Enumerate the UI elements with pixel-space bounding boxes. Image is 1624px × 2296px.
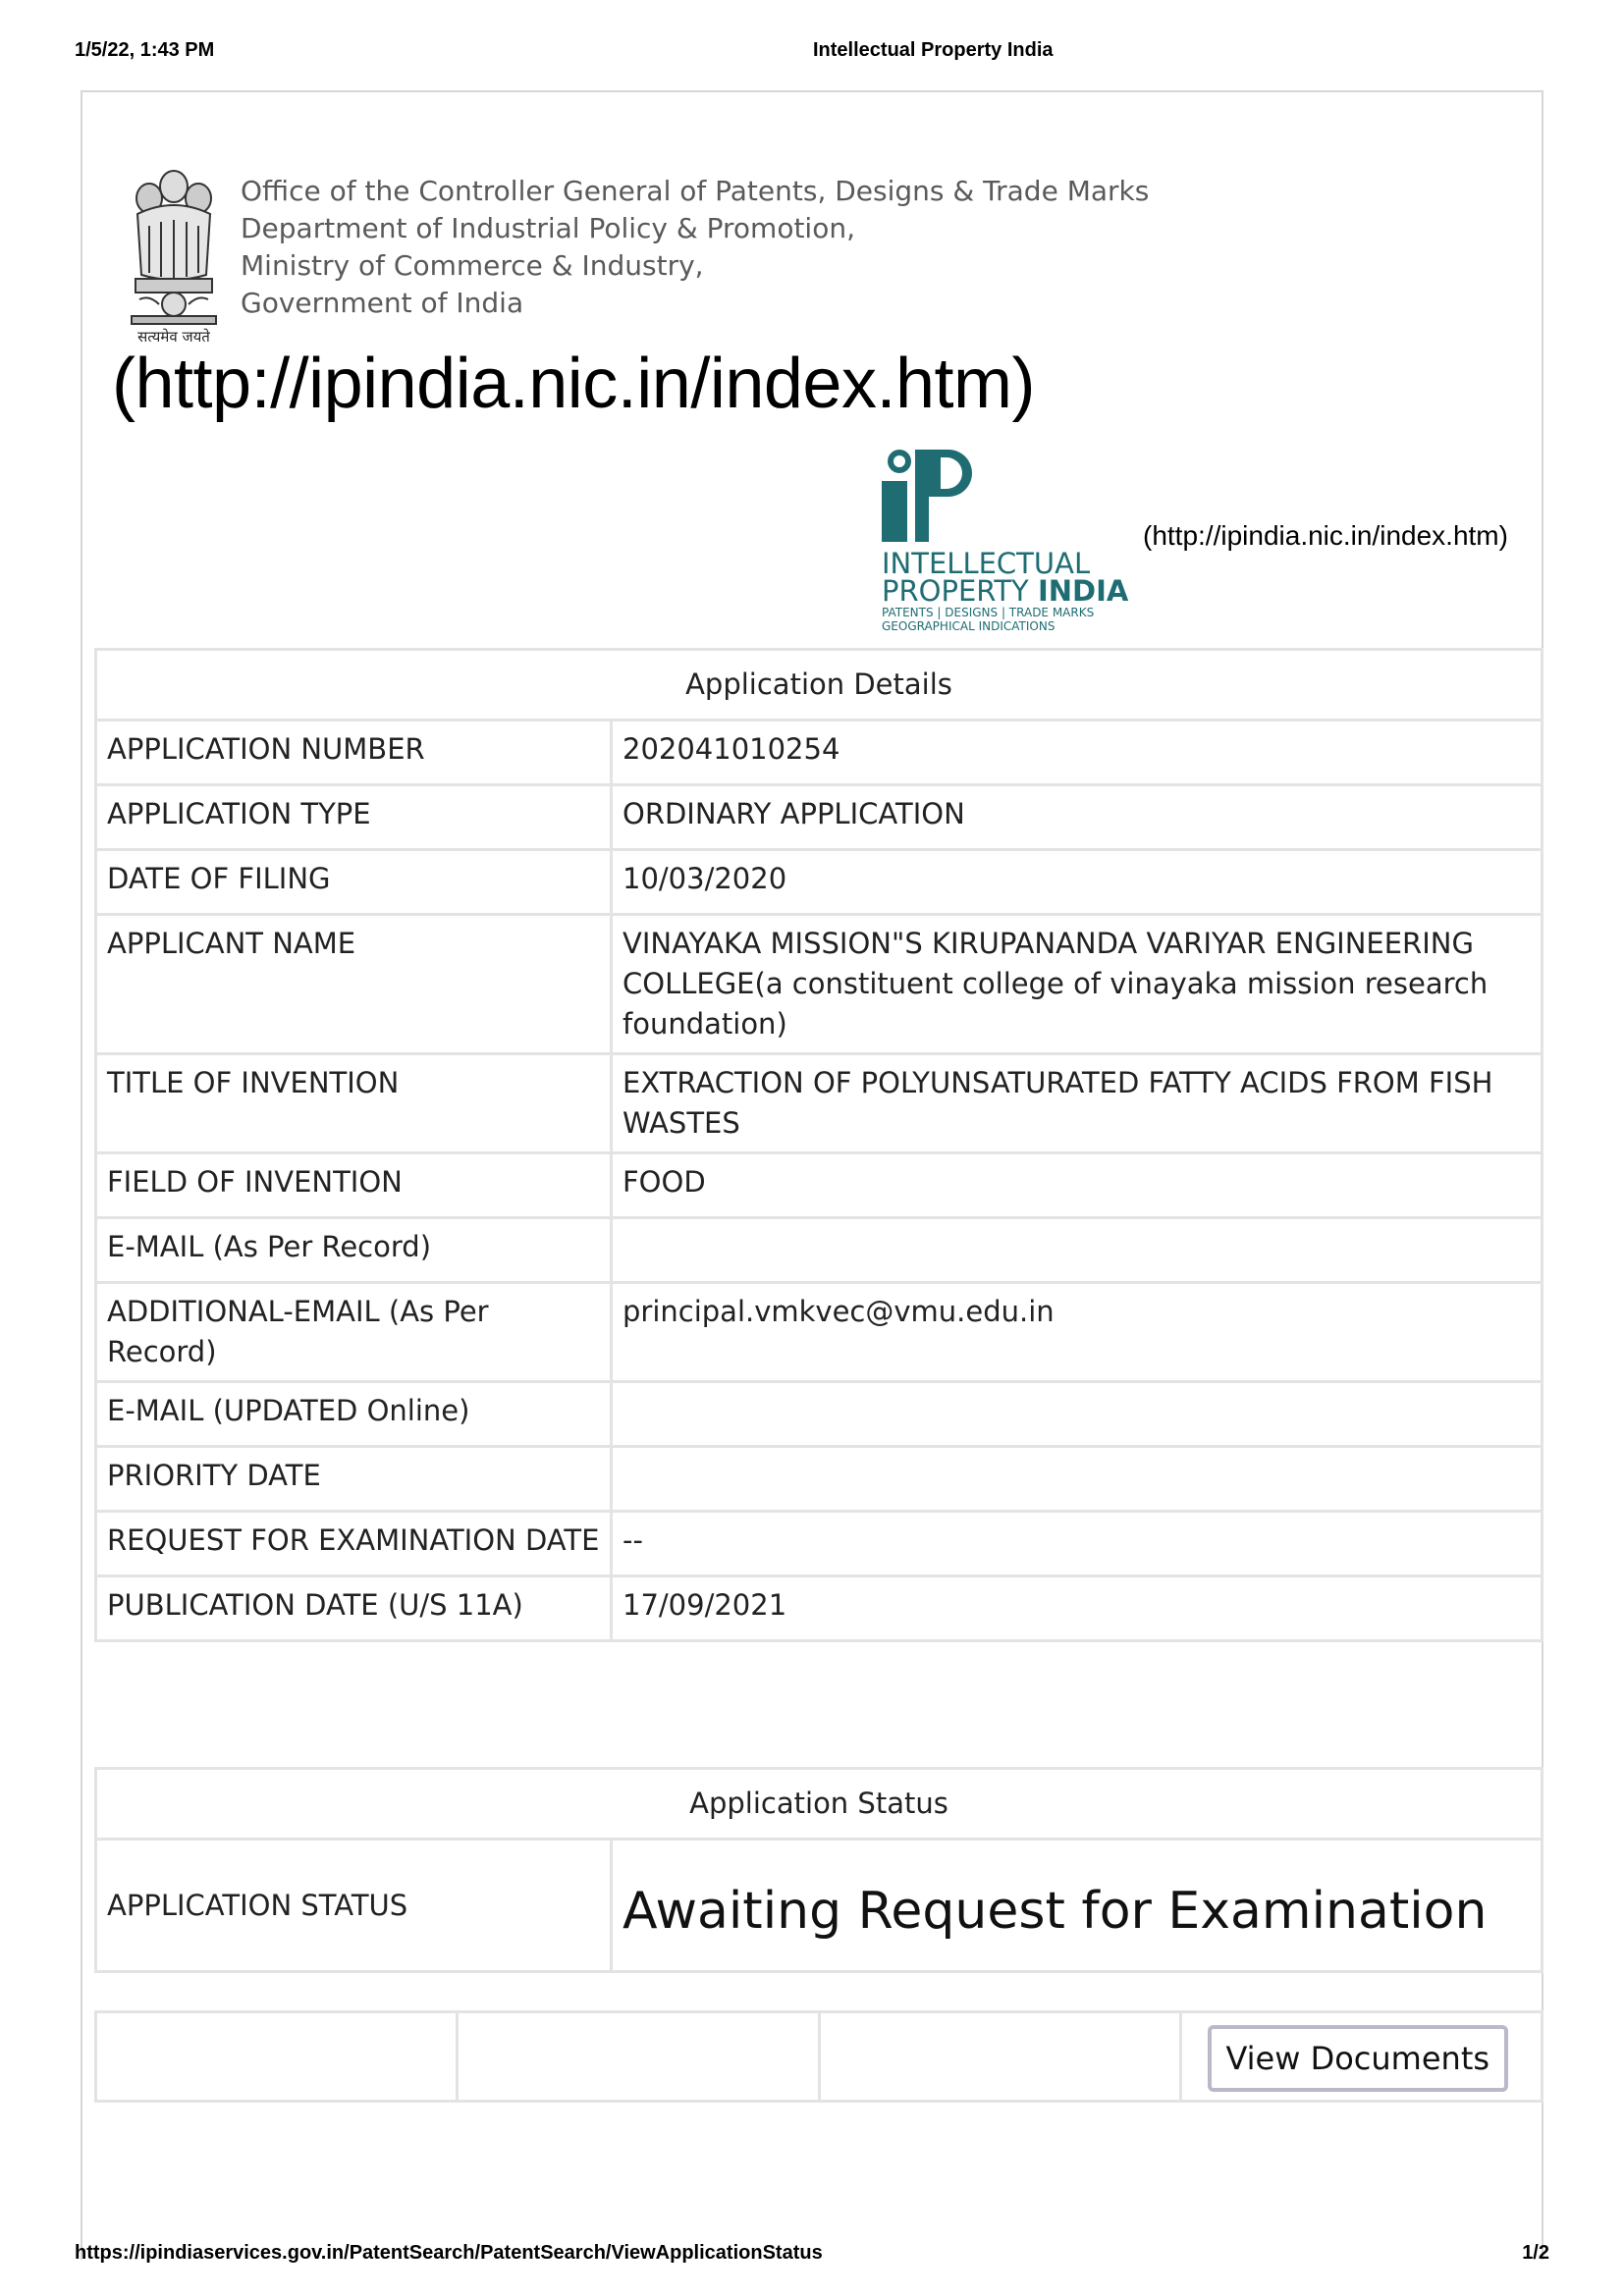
row-value: 17/09/2021 <box>612 1576 1543 1641</box>
table-row <box>96 1512 1543 1576</box>
logo-text-line3: PATENTS | DESIGNS | TRADE MARKS <box>882 606 1095 619</box>
table-row <box>96 1382 1543 1447</box>
button-cell <box>1180 2012 1542 2102</box>
view-documents-button[interactable]: View Documents <box>1208 2025 1508 2092</box>
row-label: FIELD OF INVENTION <box>96 1153 612 1218</box>
application-status-table <box>94 1767 1543 1973</box>
office-line-3: Ministry of Commerce & Industry, <box>241 249 704 282</box>
row-label: APPLICATION NUMBER <box>96 721 612 785</box>
print-footer <box>75 2242 1549 2269</box>
table-row <box>96 1218 1543 1283</box>
row-value: EXTRACTION OF POLYUNSATURATED FATTY ACIDS FROM FISH WASTES <box>612 1054 1543 1153</box>
intellectual-property-india-logo[interactable] <box>880 444 1137 632</box>
status-label: APPLICATION STATUS <box>96 1840 612 1972</box>
row-value: principal.vmkvec@vmu.edu.in <box>612 1283 1543 1382</box>
office-line-1: Office of the Controller General of Patents, Designs & Trade Marks <box>241 175 1150 207</box>
row-value: FOOD <box>612 1153 1543 1218</box>
row-label: REQUEST FOR EXAMINATION DATE <box>96 1512 612 1576</box>
print-page-number: 1/2 <box>1522 2242 1549 2264</box>
row-label: APPLICANT NAME <box>96 915 612 1054</box>
row-value <box>612 1382 1543 1447</box>
row-value <box>612 1447 1543 1512</box>
table-row <box>96 1840 1543 1972</box>
row-value: ORDINARY APPLICATION <box>612 785 1543 850</box>
office-lines <box>241 173 1149 322</box>
table-row <box>96 1054 1543 1153</box>
print-footer-url: https://ipindiaservices.gov.in/PatentSearch/PatentSearch/ViewApplicationStatus <box>75 2242 823 2264</box>
table-row <box>96 785 1543 850</box>
application-status-caption: Application Status <box>96 1769 1543 1840</box>
table-row <box>96 850 1543 915</box>
ipindia-home-link-large[interactable]: (http://ipindia.nic.in/index.htm) <box>112 345 1035 423</box>
row-value: 202041010254 <box>612 721 1543 785</box>
row-value: VINAYAKA MISSION"S KIRUPANANDA VARIYAR ENGINEERING COLLEGE(a constituent college of vinayaka mission research foundation) <box>612 915 1543 1054</box>
row-label: TITLE OF INVENTION <box>96 1054 612 1153</box>
row-label: E-MAIL (As Per Record) <box>96 1218 612 1283</box>
status-value: Awaiting Request for Examination <box>612 1840 1543 1972</box>
print-header <box>75 39 1549 67</box>
emblem-motto: सत्यमेव जयते <box>137 328 210 346</box>
logo-text-line1: INTELLECTUAL <box>882 547 1091 580</box>
row-label: APPLICATION TYPE <box>96 785 612 850</box>
application-details-table <box>94 648 1543 1642</box>
documents-action-row <box>94 2010 1543 2103</box>
row-value <box>612 1218 1543 1283</box>
office-line-4: Government of India <box>241 287 524 319</box>
print-datetime: 1/5/22, 1:43 PM <box>75 39 215 61</box>
row-label: ADDITIONAL-EMAIL (As Per Record) <box>96 1283 612 1382</box>
national-emblem-icon <box>120 157 228 346</box>
row-label: PRIORITY DATE <box>96 1447 612 1512</box>
table-row <box>96 1283 1543 1382</box>
row-value: 10/03/2020 <box>612 850 1543 915</box>
ipindia-home-link-small[interactable]: (http://ipindia.nic.in/index.htm) <box>1143 520 1508 551</box>
empty-cell <box>96 2012 458 2102</box>
row-label: PUBLICATION DATE (U/S 11A) <box>96 1576 612 1641</box>
print-page-title: Intellectual Property India <box>813 39 1054 61</box>
table-row <box>96 1153 1543 1218</box>
table-row <box>96 1447 1543 1512</box>
empty-cell <box>458 2012 819 2102</box>
table-row <box>96 721 1543 785</box>
row-label: DATE OF FILING <box>96 850 612 915</box>
table-row <box>96 915 1543 1054</box>
row-label: E-MAIL (UPDATED Online) <box>96 1382 612 1447</box>
table-row <box>96 1576 1543 1641</box>
row-value: -- <box>612 1512 1543 1576</box>
office-line-2: Department of Industrial Policy & Promotion, <box>241 212 855 244</box>
logo-text-line2: PROPERTY INDIA <box>882 574 1129 608</box>
empty-cell <box>819 2012 1180 2102</box>
logo-text-line4: GEOGRAPHICAL INDICATIONS <box>882 619 1056 632</box>
application-details-caption: Application Details <box>96 650 1543 721</box>
